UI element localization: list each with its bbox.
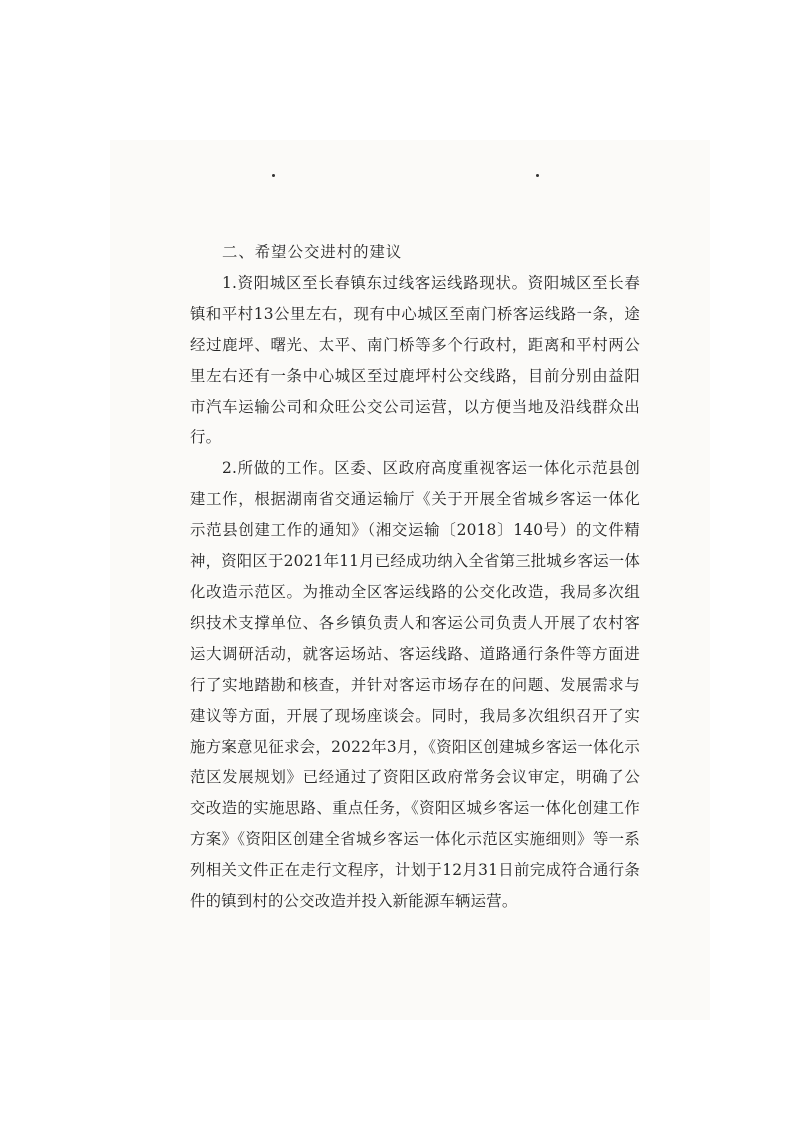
section-heading: 二、希望公交进村的建议 [222,243,403,261]
document-body [190,237,640,917]
paragraph-current-status: 1.资阳城区至长春镇东过线客运线路现状。资阳城区至长春镇和平村13公里左右，现有中心城区至南门桥客运线路一条，途经过鹿坪、曙光、太平、南门桥等多个行政村，距离和平村两公里左右还有一条中心城区至过鹿坪村公交线路，目前分别由益阳市汽车运输公司和众旺公交公司运营，以方便当地及沿线群众出行。 [190,273,640,447]
scan-speck [536,174,539,177]
paragraph-work-done: 2.所做的工作。区委、区政府高度重视客运一体化示范县创建工作，根据湖南省交通运输厅《关于开展全省城乡客运一体化示范县创建工作的通知》（湘交运输〔2018〕140号）的文件精神，资阳区于2021年11月已经成功纳入全省第三批城乡客运一体化改造示范区。为推动全区客运线路的公交化改造，我局多次组织技术支撑单位、各乡镇负责人和客运公司负责人开展了农村客运大调研活动，就客运场站、客运线路、道路通行条件等方面进行了实地踏勘和核查，并针对客运市场存在的问题、发展需求与建议等方面，开展了现场座谈会。同时，我局多次组织召开了实施方案意见征求会，2022年3月，《资阳区创建城乡客运一体化示范区发展规划》已经通过了资阳区政府常务会议审定，明确了公交改造的实施思路、重点任务，《资阳区城乡客运一体化创建工作方案》《资阳区创建全省城乡客运一体化示范区实施细则》等一系列相关文件正在走行文程序，计划于12月31日前完成符合通行条件的镇到村的公交改造并投入新能源车辆运营。 [190,459,640,911]
scan-speck [272,174,275,177]
